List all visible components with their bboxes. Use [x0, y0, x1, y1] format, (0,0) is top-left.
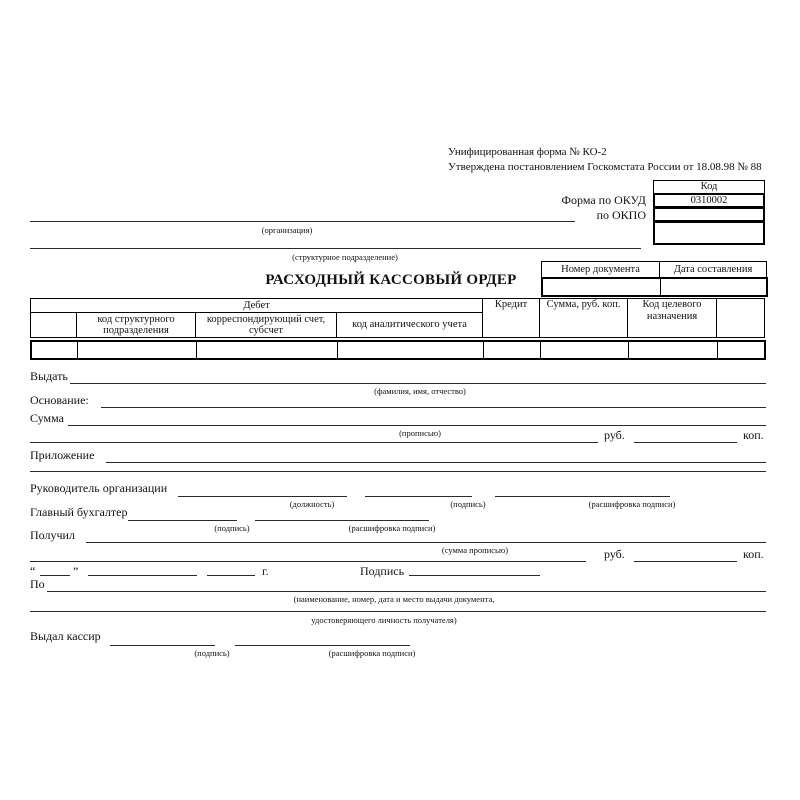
corresponding-account-cell	[196, 341, 337, 359]
form-name-line: Унифицированная форма № КО-2	[448, 146, 607, 158]
organization-line	[30, 221, 575, 222]
identity-doc-line	[47, 591, 766, 592]
accountant-name-caption: (расшифровка подписи)	[348, 523, 436, 533]
doc-date-header: Дата составления	[660, 262, 767, 278]
amount-words-line2	[30, 442, 598, 443]
kopeks-line-1	[634, 442, 737, 443]
attachment-line2	[30, 471, 766, 472]
okud-label: Форма по ОКУД	[561, 193, 646, 207]
year-suffix-label: г.	[262, 564, 269, 578]
rub-label-2: руб.	[604, 547, 625, 561]
sum-cell	[540, 341, 628, 359]
accountant-name-line	[255, 520, 429, 521]
cashier-name-caption: (расшифровка подписи)	[328, 648, 416, 658]
identity-doc-line2	[30, 611, 766, 612]
purpose-code-cell	[628, 341, 717, 359]
amount-words-line	[68, 425, 766, 426]
sum-header: Сумма, руб. коп.	[540, 299, 628, 338]
summa-label: Сумма	[30, 411, 64, 425]
analytical-code-subheader: код аналитического учета	[337, 313, 483, 338]
vydat-label: Выдать	[30, 369, 68, 383]
credit-header: Кредит	[483, 299, 540, 338]
code-table	[653, 180, 765, 245]
spare-cell	[717, 341, 765, 359]
structural-unit-caption: (структурное подразделение)	[292, 252, 398, 262]
unit-code-subheader: код структурного подразделения	[77, 313, 196, 338]
identity-doc-caption2: удостоверяющего личность получателя)	[311, 615, 457, 625]
basis-line	[101, 407, 766, 408]
ruk-label: Руководитель организации	[30, 481, 168, 495]
corresponding-account-subheader: корреспондирующий счет, субсчет	[196, 313, 337, 338]
date-month-line	[88, 575, 197, 576]
form-approval-line: Утверждена постановлением Госкомстата России от 18.08.98 № 88	[448, 160, 762, 173]
purpose-code-header: Код целевого назначения	[628, 299, 717, 338]
unit-code-cell	[77, 341, 196, 359]
close-quote: ”	[73, 564, 79, 578]
accountant-signature-caption: (подпись)	[214, 523, 250, 533]
posting-table-row	[30, 340, 766, 360]
received-sum-line	[86, 542, 766, 543]
received-sum-caption: (сумма прописью)	[441, 545, 509, 555]
date-day-line	[40, 575, 70, 576]
kop-label-2: коп.	[743, 547, 764, 561]
prilozhenie-label: Приложение	[30, 448, 95, 462]
head-name-line	[495, 496, 670, 497]
debit-header: Дебет	[31, 299, 483, 313]
recipient-name-caption: (фамилия, имя, отчество)	[374, 386, 466, 396]
page-title: РАСХОДНЫЙ КАССОВЫЙ ОРДЕР	[265, 272, 517, 288]
organization-caption: (организация)	[261, 225, 313, 235]
open-quote: “	[30, 564, 36, 578]
kop-label-1: коп.	[743, 428, 764, 442]
amount-words-caption: (прописью)	[399, 428, 441, 438]
recipient-name-line	[70, 383, 766, 384]
analytical-code-cell	[337, 341, 483, 359]
structural-unit-line	[30, 248, 641, 249]
posting-table-header	[30, 298, 765, 338]
form-approval-note	[448, 145, 762, 174]
accountant-signature-line	[128, 520, 237, 521]
received-sum-line2	[30, 561, 586, 562]
date-year-line	[207, 575, 255, 576]
kopeks-line-2	[634, 561, 737, 562]
doc-number-header: Номер документа	[542, 262, 660, 278]
poluchil-label: Получил	[30, 528, 75, 542]
account-cell	[31, 341, 77, 359]
podpis-label: Подпись	[360, 564, 405, 578]
head-position-caption: (должность)	[289, 499, 335, 509]
glavbuh-label: Главный бухгалтер	[30, 505, 128, 519]
extra-code-cell	[653, 221, 765, 245]
po-label: По	[30, 577, 45, 591]
spare-column-header	[717, 299, 765, 338]
osnovanie-label: Основание:	[30, 393, 89, 407]
okpo-label: по ОКПО	[596, 208, 646, 222]
head-signature-line	[365, 496, 472, 497]
cashier-name-line	[235, 645, 410, 646]
identity-doc-caption1: (наименование, номер, дата и место выдачи документа,	[293, 594, 495, 604]
rub-label-1: руб.	[604, 428, 625, 442]
code-header-cell: Код	[653, 180, 765, 194]
cashier-signature-line	[110, 645, 215, 646]
account-subheader	[31, 313, 77, 338]
cashier-signature-caption: (подпись)	[194, 648, 230, 658]
okud-value-cell: 0310002	[653, 193, 765, 208]
credit-cell	[483, 341, 540, 359]
kassir-label: Выдал кассир	[30, 629, 101, 643]
head-name-caption: (расшифровка подписи)	[588, 499, 676, 509]
head-position-line	[178, 496, 347, 497]
head-signature-caption: (подпись)	[450, 499, 486, 509]
attachment-line	[106, 462, 766, 463]
okpo-value-cell	[653, 207, 765, 222]
recipient-signature-line	[409, 575, 540, 576]
